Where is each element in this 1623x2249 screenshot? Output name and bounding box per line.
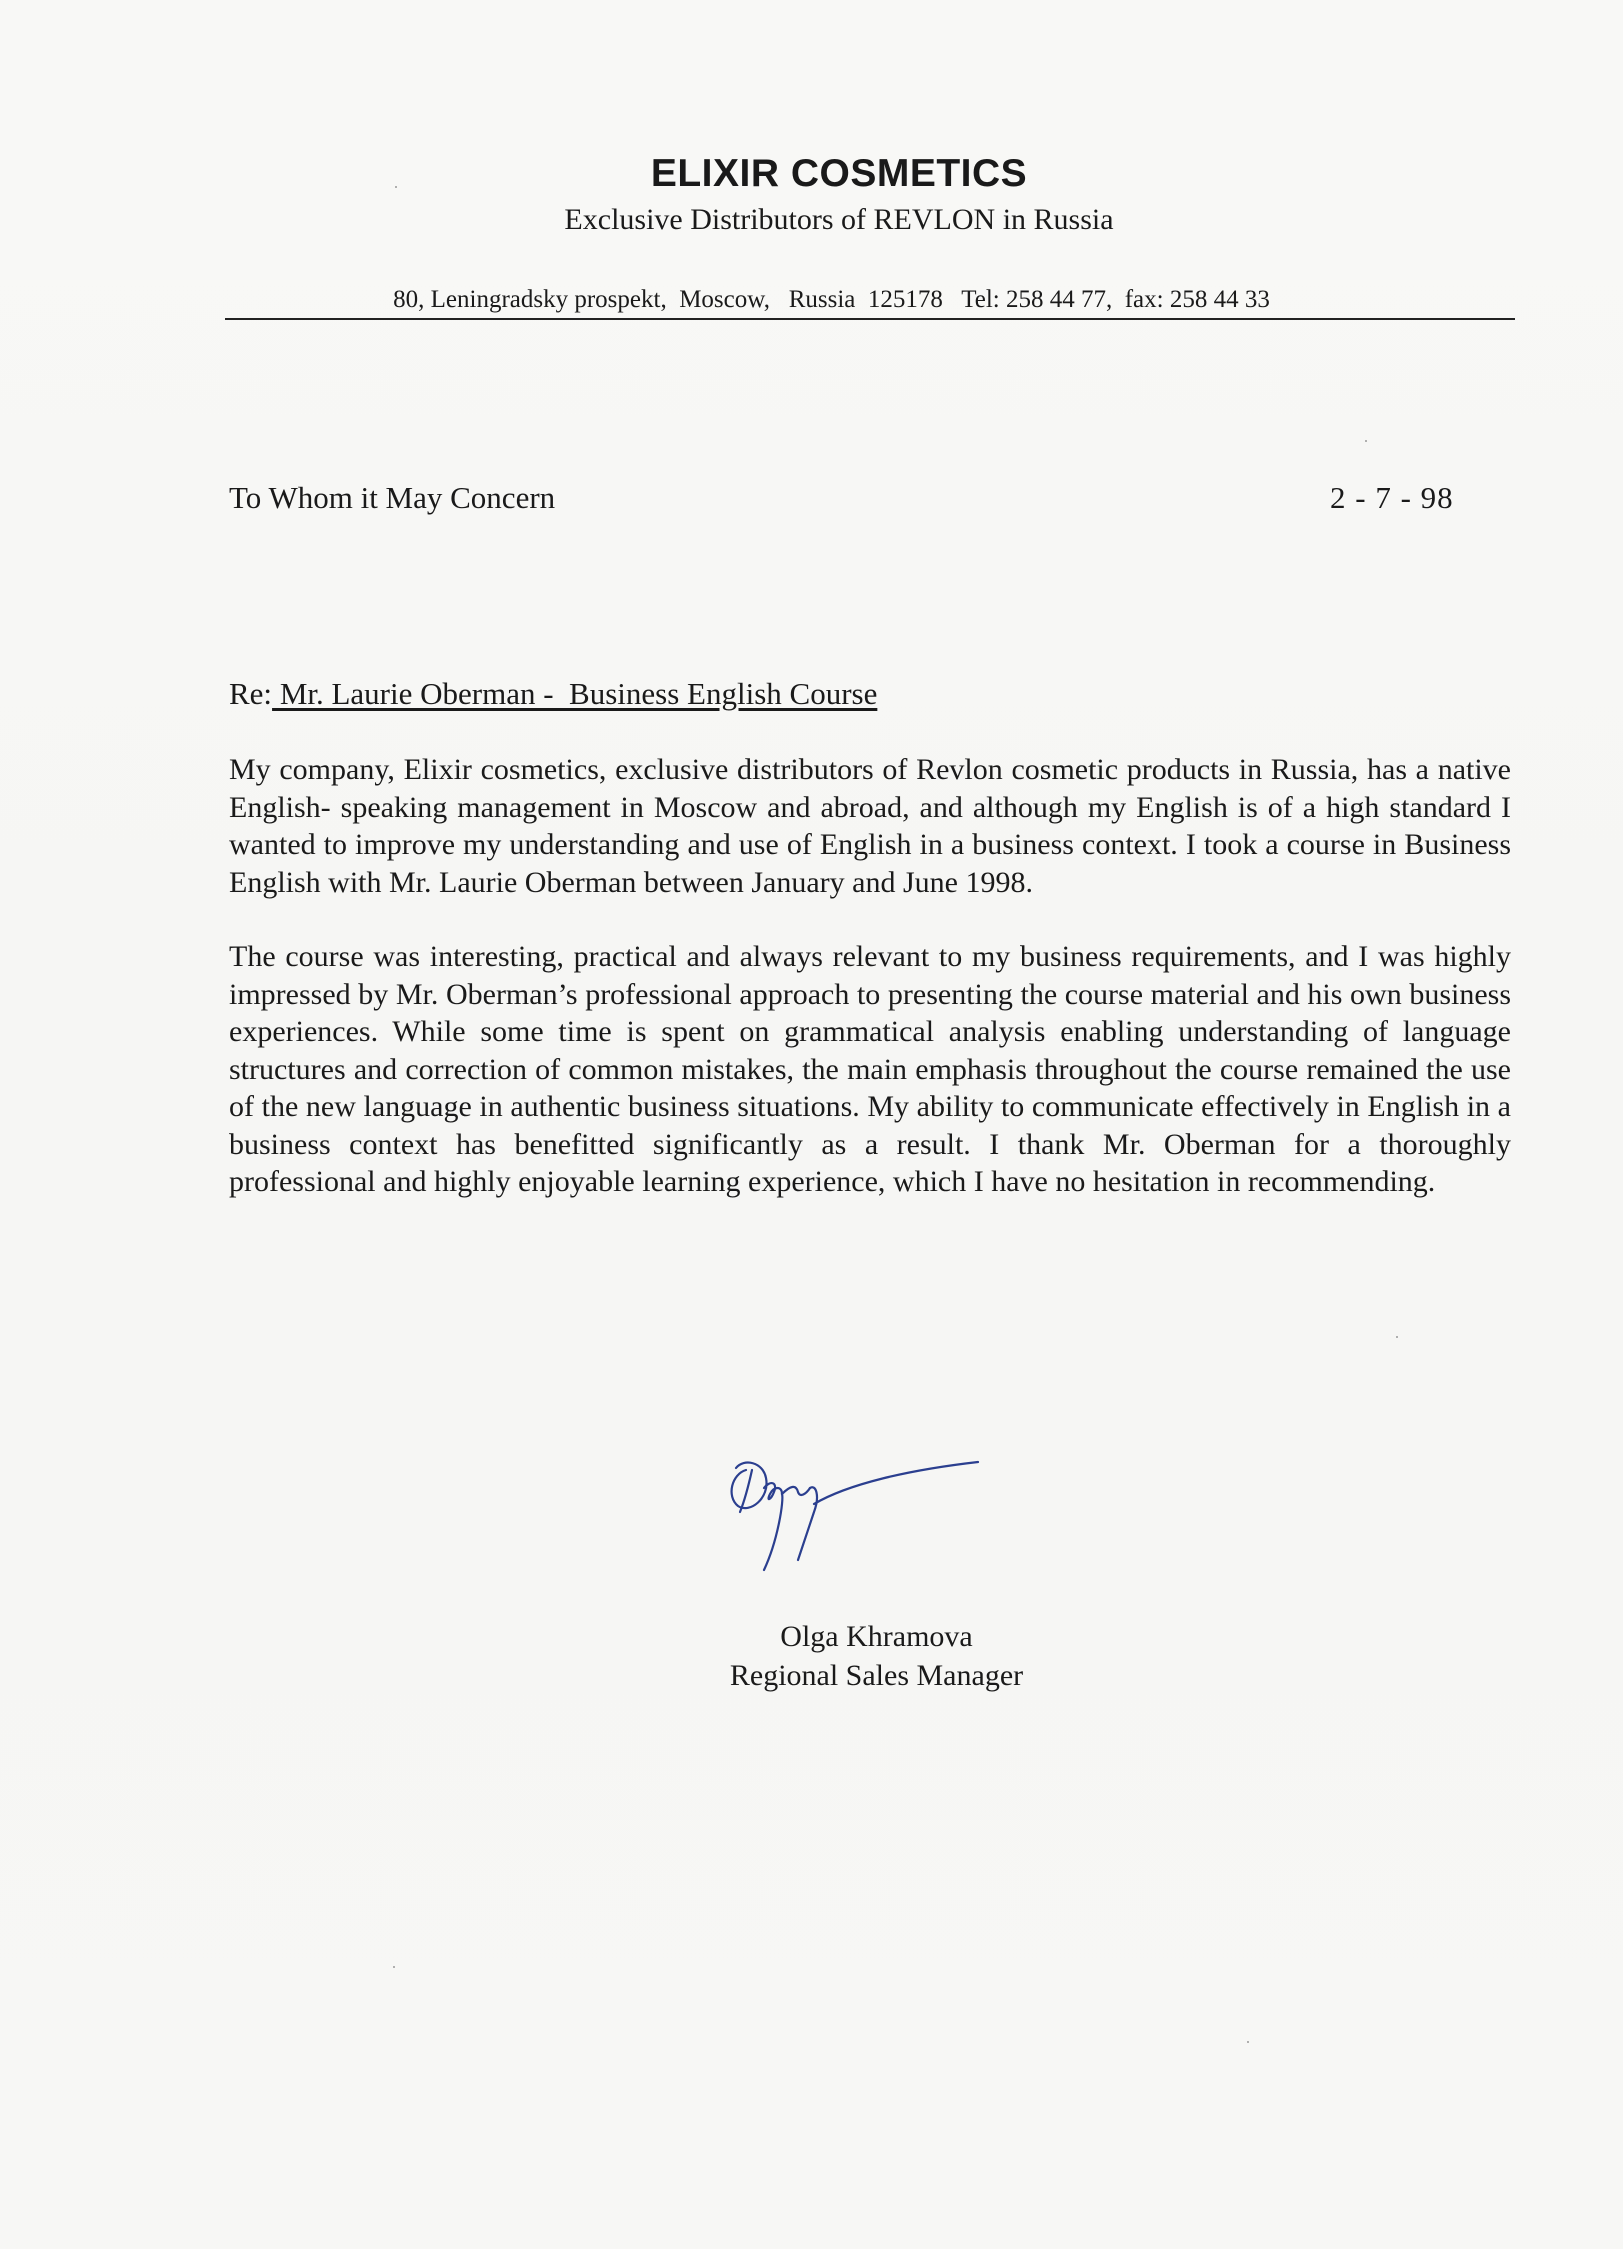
subject-line — [229, 674, 877, 714]
signatory-title: Regional Sales Manager — [729, 1659, 1024, 1692]
subject-prefix: Re: — [229, 676, 273, 711]
signature-block — [0, 1617, 1623, 1695]
paper-speck — [1365, 440, 1367, 442]
body-paragraph: The course was interesting, practical and always relevant to my business requirements, and I was highly impressed by Mr. Oberman’s professional approach to presenting the course material and his own business experiences. While some time is spent on grammatical analysis enabling understanding of language structures and correction of common mistakes, the main emphasis throughout the course remained the use of the new language in authentic business situations. My ability to communicate effectively in English in a business context has benefitted significantly as a result. I thank Mr. Oberman for a thoroughly professional and highly enjoyable learning experience, which I have no hesitation in recommending. — [229, 940, 1511, 1198]
address-country: Russia 125178 — [788, 286, 943, 313]
company-tagline: Exclusive Distributors of REVLON in Russia — [564, 203, 1114, 236]
letterhead-divider — [225, 318, 1515, 320]
address-fax: fax: 258 44 33 — [1124, 286, 1270, 313]
letter-body — [229, 751, 1511, 1201]
letterhead — [0, 150, 1623, 240]
paper-speck — [1396, 1336, 1398, 1338]
paper-speck — [395, 186, 397, 188]
paper-speck — [1247, 2041, 1249, 2043]
signatory-name: Olga Khramova — [780, 1620, 973, 1653]
company-address — [20, 284, 1623, 316]
address-street: 80, Leningradsky prospekt, — [393, 286, 667, 313]
address-tel: Tel: 258 44 77, — [961, 286, 1113, 313]
address-city: Moscow, — [679, 286, 770, 313]
salutation: To Whom it May Concern — [229, 480, 556, 515]
letter-date: 2 - 7 - 98 — [1330, 480, 1454, 515]
body-paragraph: My company, Elixir cosmetics, exclusive distributors of Revlon cosmetic products in Russia, has a native English- speaking management in Moscow and abroad, and although my English is of a high standard I wanted to improve my understanding and use of English in a business context. I took a course in Business English with Mr. Laurie Oberman between January and June 1998. — [229, 753, 1511, 899]
paper-speck — [393, 1966, 395, 1968]
subject-text: Mr. Laurie Oberman - Business English Course — [272, 676, 878, 711]
company-name: ELIXIR COSMETICS — [650, 152, 1028, 195]
handwritten-signature — [718, 1440, 998, 1590]
